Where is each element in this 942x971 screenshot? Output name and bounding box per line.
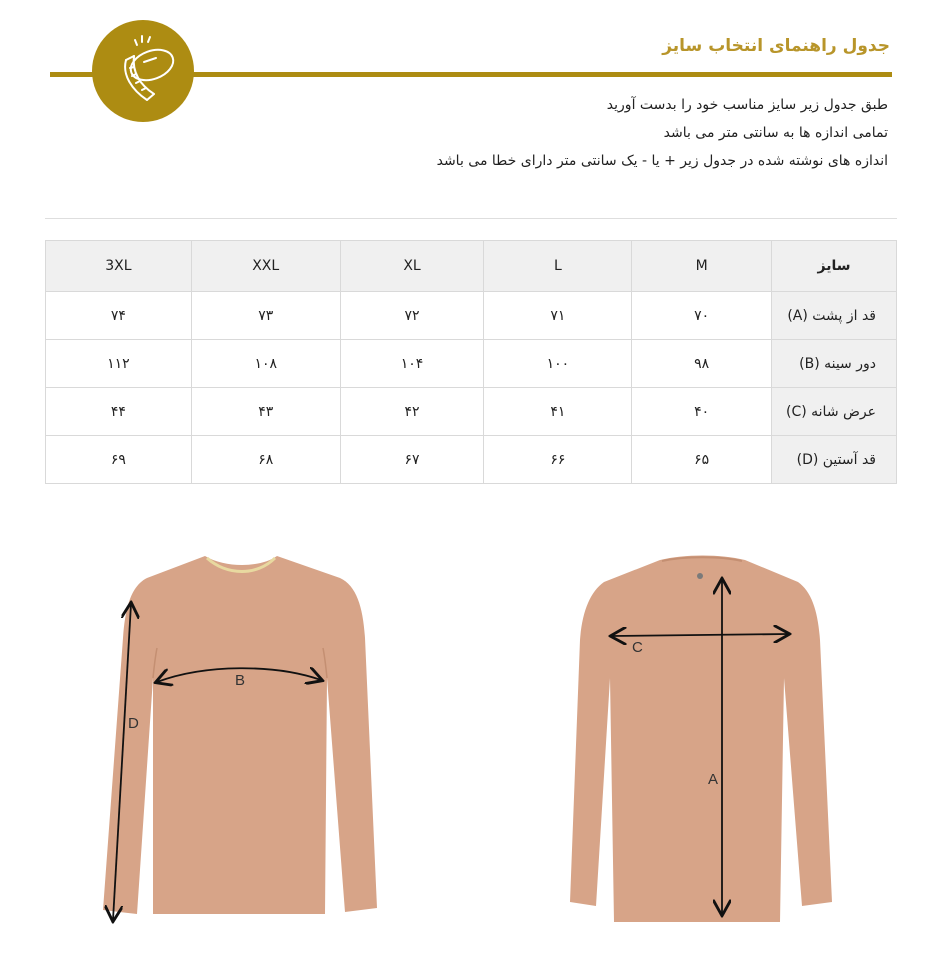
size-table	[45, 240, 897, 484]
table-cell: ۱۰۸	[191, 340, 340, 388]
badge	[92, 20, 194, 122]
table-header-row	[46, 241, 897, 292]
table-row	[46, 292, 897, 340]
length-label: A	[708, 771, 719, 788]
intro-line: تمامی اندازه ها به سانتی متر می باشد	[663, 125, 888, 141]
table-cell: ۴۴	[46, 388, 192, 436]
size-header: سایز	[772, 241, 897, 292]
table-cell: ۴۰	[632, 388, 772, 436]
back-shirt-diagram	[570, 550, 840, 930]
chest-label: B	[235, 672, 246, 689]
table-cell: ۱۱۲	[46, 340, 192, 388]
front-shirt-diagram	[95, 548, 385, 928]
back-tag-dot	[697, 573, 703, 579]
front-shirt-body	[103, 556, 377, 914]
intro-line: طبق جدول زیر سایز مناسب خود را بدست آورید	[606, 97, 888, 113]
table-cell: ۴۳	[191, 388, 340, 436]
table-cell: ۶۷	[340, 436, 484, 484]
table-row	[46, 436, 897, 484]
column-header: XL	[340, 241, 484, 292]
row-label: عرض شانه (C)	[772, 388, 897, 436]
table-cell: ۷۳	[191, 292, 340, 340]
table-row	[46, 388, 897, 436]
table-cell: ۹۸	[632, 340, 772, 388]
table-cell: ۷۲	[340, 292, 484, 340]
intro-line: اندازه های نوشته شده در جدول زیر + یا - یک سانتی متر دارای خطا می باشد	[436, 153, 888, 169]
column-header: M	[632, 241, 772, 292]
table-cell: ۷۰	[632, 292, 772, 340]
table-cell: ۶۵	[632, 436, 772, 484]
shoulder-label: C	[632, 639, 643, 656]
page-title: جدول راهنمای انتخاب سایز	[662, 36, 890, 56]
row-label: قد از پشت (A)	[772, 292, 897, 340]
column-header: XXL	[191, 241, 340, 292]
row-label: دور سینه (B)	[772, 340, 897, 388]
table-cell: ۴۲	[340, 388, 484, 436]
table-cell: ۷۴	[46, 292, 192, 340]
row-label: قد آستین (D)	[772, 436, 897, 484]
sleeve-label: D	[128, 715, 139, 732]
table-cell: ۶۸	[191, 436, 340, 484]
column-header: 3XL	[46, 241, 192, 292]
table-cell: ۷۱	[484, 292, 632, 340]
table-cell: ۱۰۰	[484, 340, 632, 388]
table-cell: ۶۹	[46, 436, 192, 484]
measuring-tape-icon	[92, 20, 194, 122]
divider	[45, 218, 897, 219]
table-cell: ۱۰۴	[340, 340, 484, 388]
table-row	[46, 340, 897, 388]
table-cell: ۴۱	[484, 388, 632, 436]
column-header: L	[484, 241, 632, 292]
intro-text	[437, 94, 888, 178]
back-shirt-body	[570, 556, 832, 923]
table-cell: ۶۶	[484, 436, 632, 484]
